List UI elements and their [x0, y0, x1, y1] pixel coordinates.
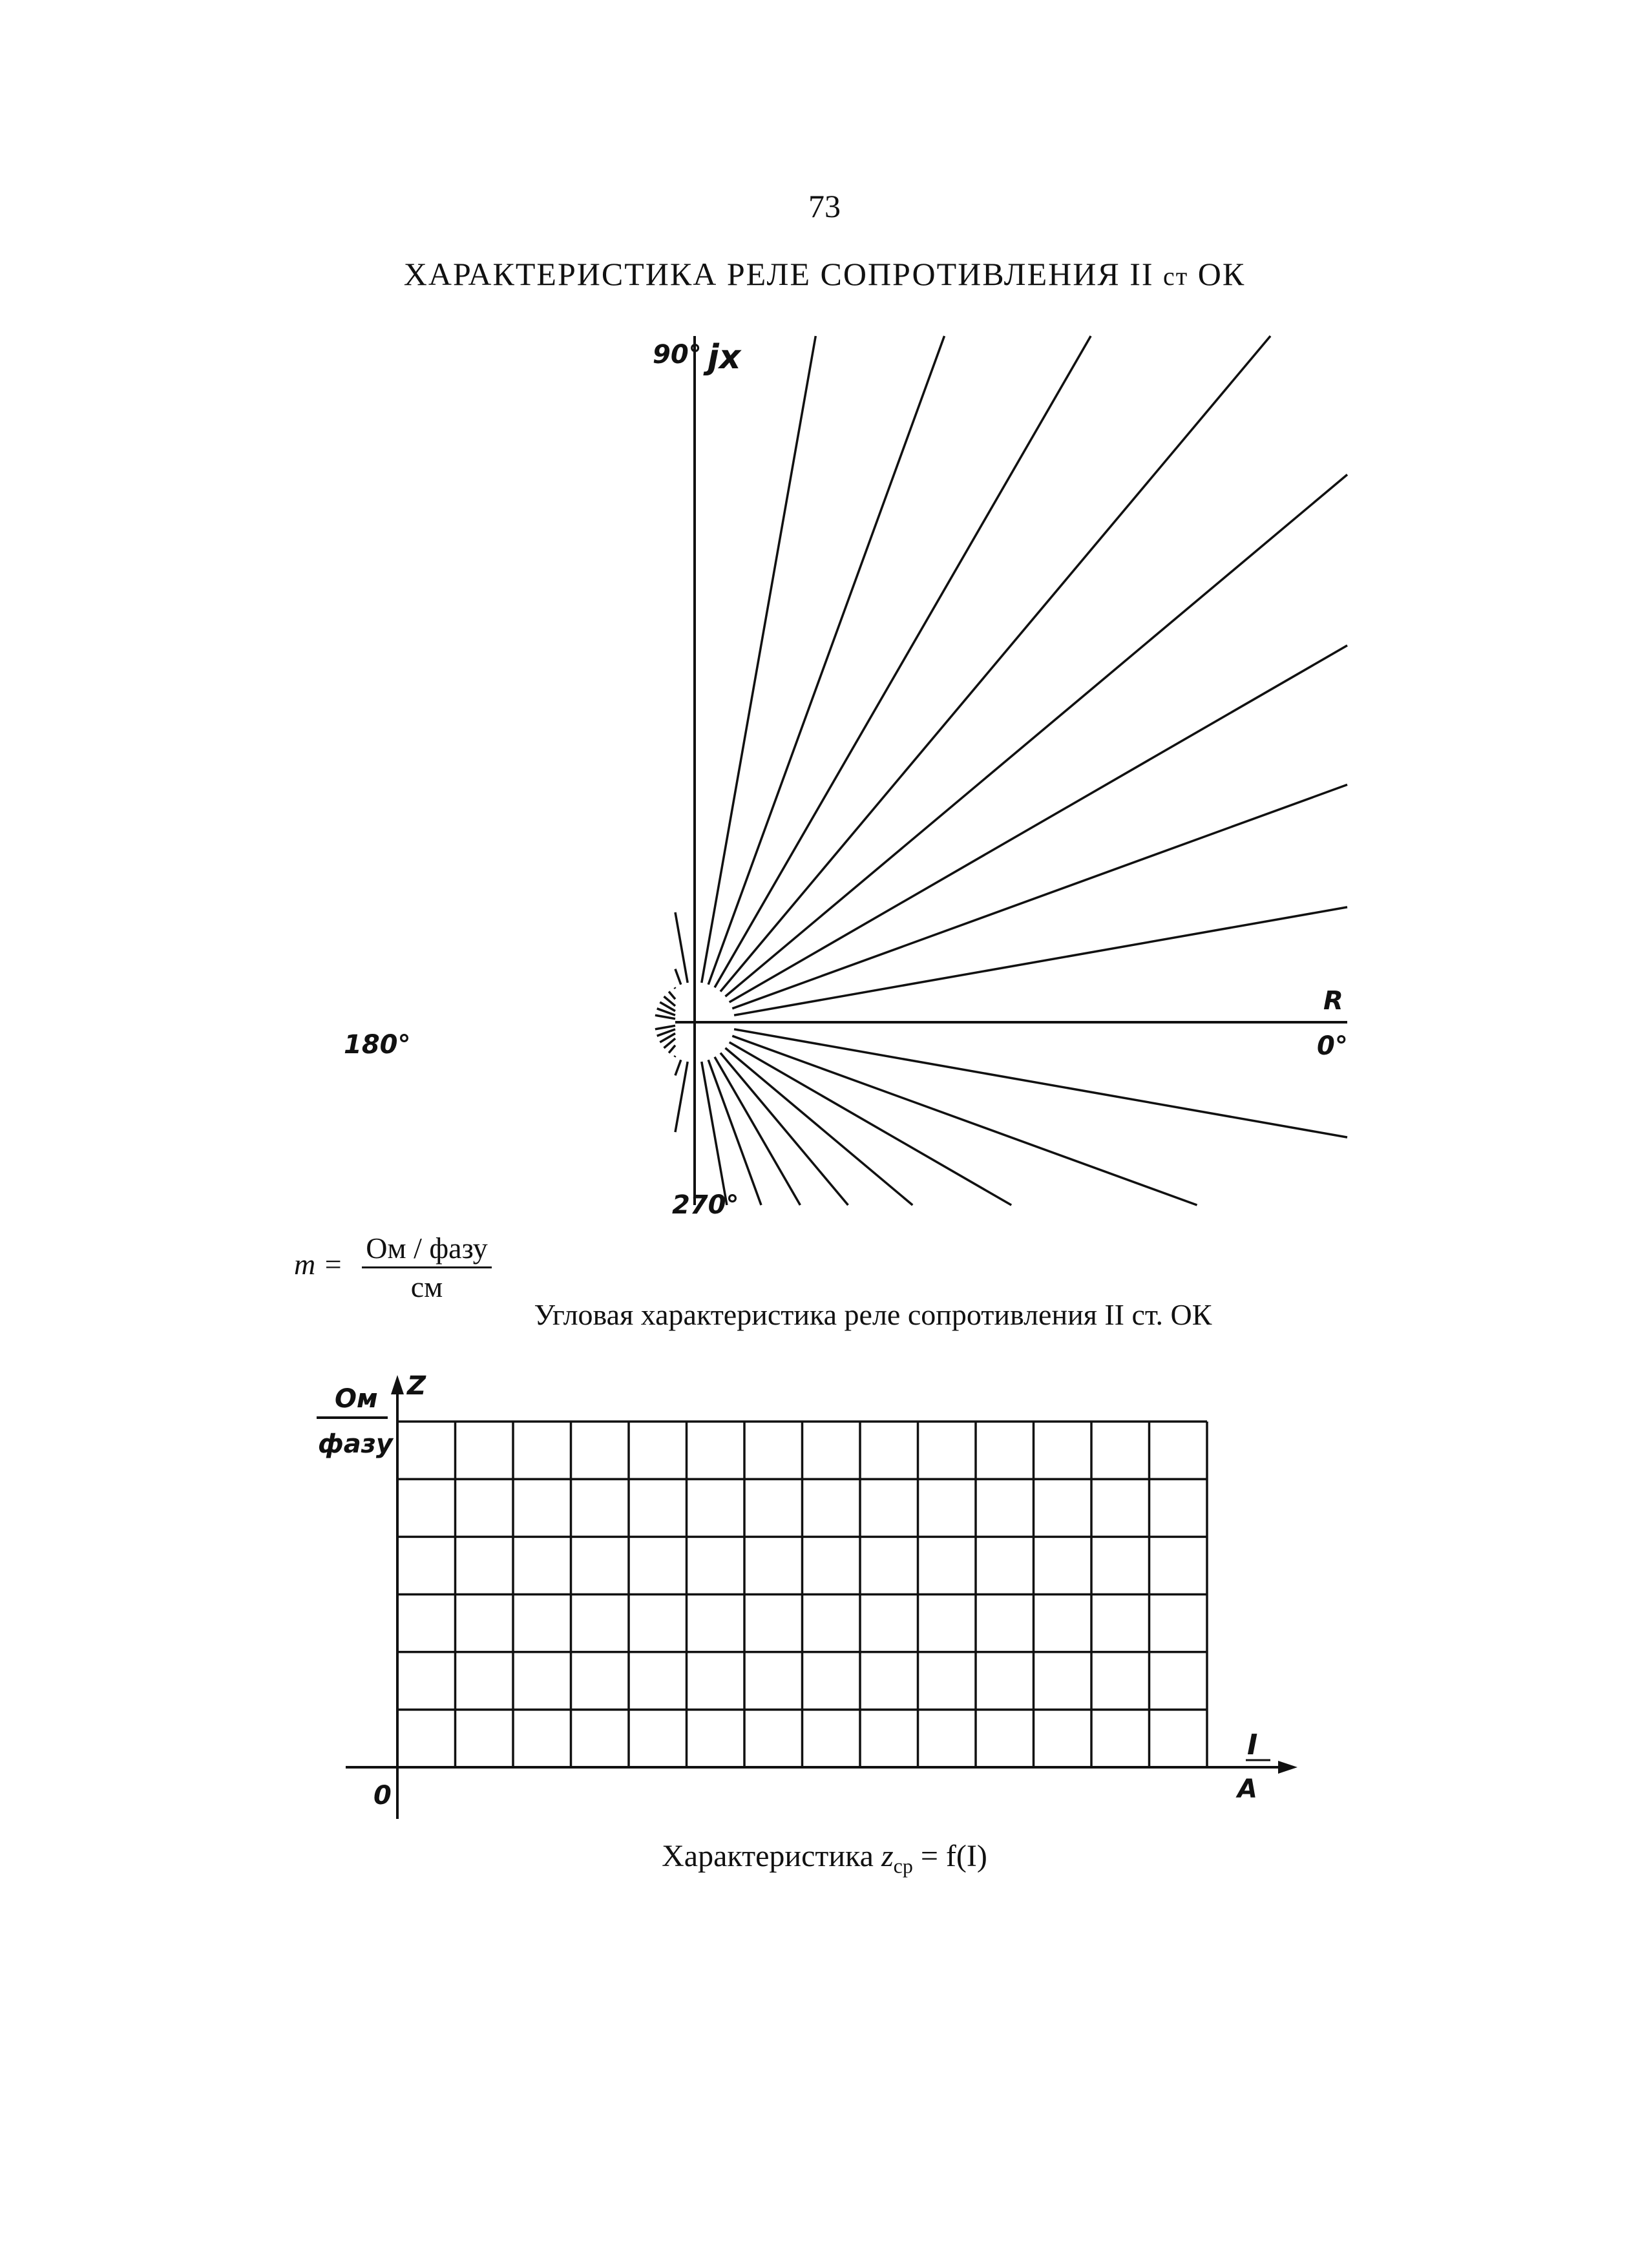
caption-grid-var: z [881, 1839, 894, 1873]
label-0-deg: 0° [1317, 1031, 1348, 1061]
title-main: ХАРАКТЕРИСТИКА РЕЛЕ СОПРОТИВЛЕНИЯ II [403, 256, 1154, 292]
y-unit-top: Ом [335, 1384, 378, 1414]
x-unit-label: A [1237, 1774, 1257, 1804]
formula-numerator: Ом / фазу [362, 1231, 492, 1268]
x-axis-arrow-icon [1278, 1761, 1297, 1774]
formula-lhs: m = [294, 1248, 343, 1281]
page-number: 73 [808, 188, 841, 224]
x-axis-label: I [1247, 1728, 1258, 1761]
caption-grid-prefix: Характеристика [662, 1839, 874, 1873]
label-jx: jx [708, 338, 741, 377]
y-unit-bottom: фазу [318, 1429, 393, 1459]
label-180-deg: 180° [344, 1030, 411, 1060]
title-suffix: ОК [1197, 256, 1246, 292]
caption-grid-sub: ср [893, 1854, 913, 1878]
caption-grid [0, 1838, 1649, 1878]
y-axis-label: Z [407, 1371, 426, 1401]
title-small: ст [1163, 262, 1189, 291]
label-90-deg: 90° [653, 340, 702, 370]
formula-denominator: см [410, 1270, 443, 1303]
origin-label: 0 [373, 1781, 392, 1811]
grid-lines [346, 1375, 1297, 1819]
label-270-deg: 270° [672, 1190, 739, 1220]
caption-grid-rest: = f(I) [912, 1839, 987, 1873]
y-axis-arrow-icon [391, 1375, 404, 1394]
label-r: R [1323, 986, 1343, 1016]
caption-polar: Угловая характеристика реле сопротивления II ст. ОК [534, 1298, 1212, 1331]
